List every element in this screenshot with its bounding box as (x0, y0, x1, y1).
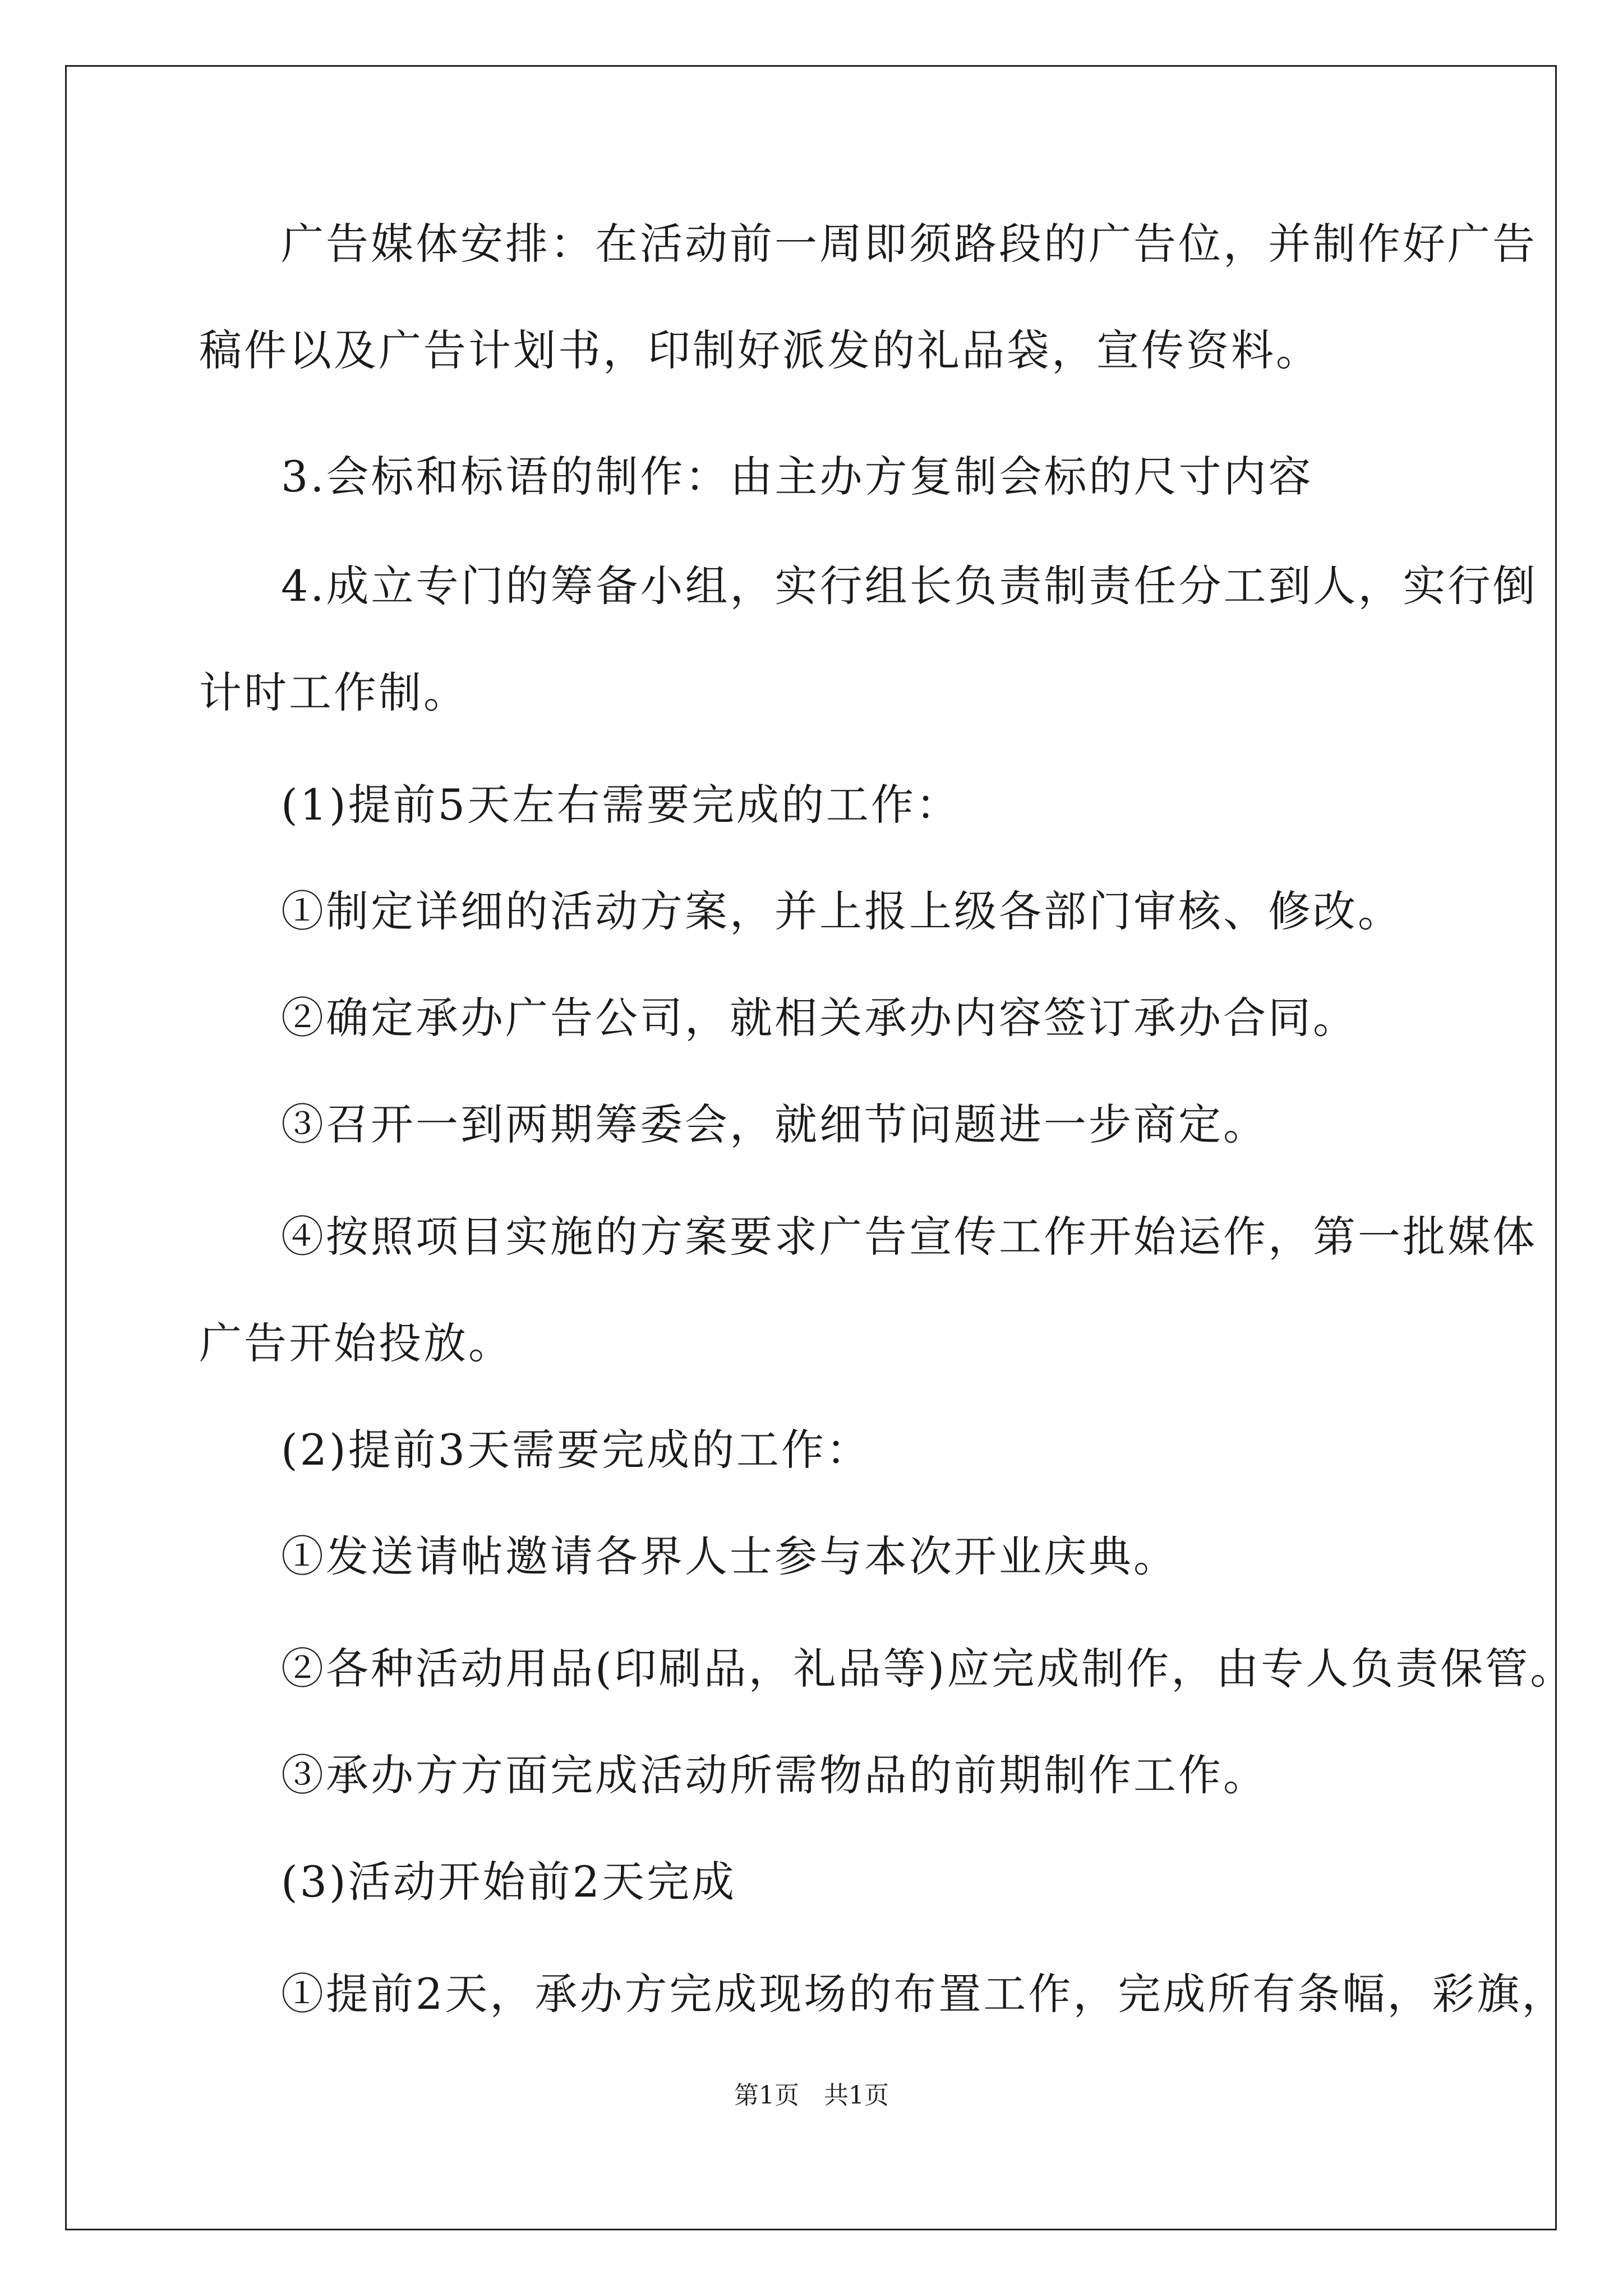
text-line: ②确定承办广告公司，就相关承办内容签订承办合同。 (281, 993, 1358, 1043)
text-line: 广告媒体安排：在活动前一周即须路段的广告位，并制作好广告 (281, 219, 1537, 269)
text-line: 计时工作制。 (199, 668, 468, 717)
page-number-footer: 第1页 共1页 (734, 2081, 889, 2110)
text-line: ①发送请帖邀请各界人士参与本次开业庆典。 (281, 1531, 1178, 1581)
text-line: (1)提前5天左右需要完成的工作： (281, 780, 961, 830)
text-line: 稿件以及广告计划书，印制好派发的礼品袋，宣传资料。 (199, 325, 1321, 375)
text-line: ③召开一到两期筹委会，就细节问题进一步商定。 (281, 1099, 1268, 1149)
text-line: (2)提前3天需要完成的工作： (281, 1425, 872, 1475)
text-line: ①提前2天，承办方完成现场的布置工作，完成所有条幅，彩旗， (281, 1969, 1567, 2019)
text-line: ④按照项目实施的方案要求广告宣传工作开始运作，第一批媒体 (281, 1212, 1537, 1262)
text-line: 4.成立专门的筹备小组，实行组长负责制责任分工到人，实行倒 (281, 561, 1538, 611)
text-line: ①制定详细的活动方案，并上报上级各部门审核、修改。 (281, 886, 1403, 936)
text-line: ②各种活动用品(印刷品，礼品等)应完成制作，由专人负责保管。 (281, 1644, 1575, 1694)
text-line: (3)活动开始前2天完成 (281, 1857, 737, 1907)
text-line: ③承办方方面完成活动所需物品的前期制作工作。 (281, 1750, 1268, 1800)
text-line: 3.会标和标语的制作：由主办方复制会标的尺寸内容 (281, 452, 1313, 501)
text-line: 广告开始投放。 (199, 1318, 513, 1368)
